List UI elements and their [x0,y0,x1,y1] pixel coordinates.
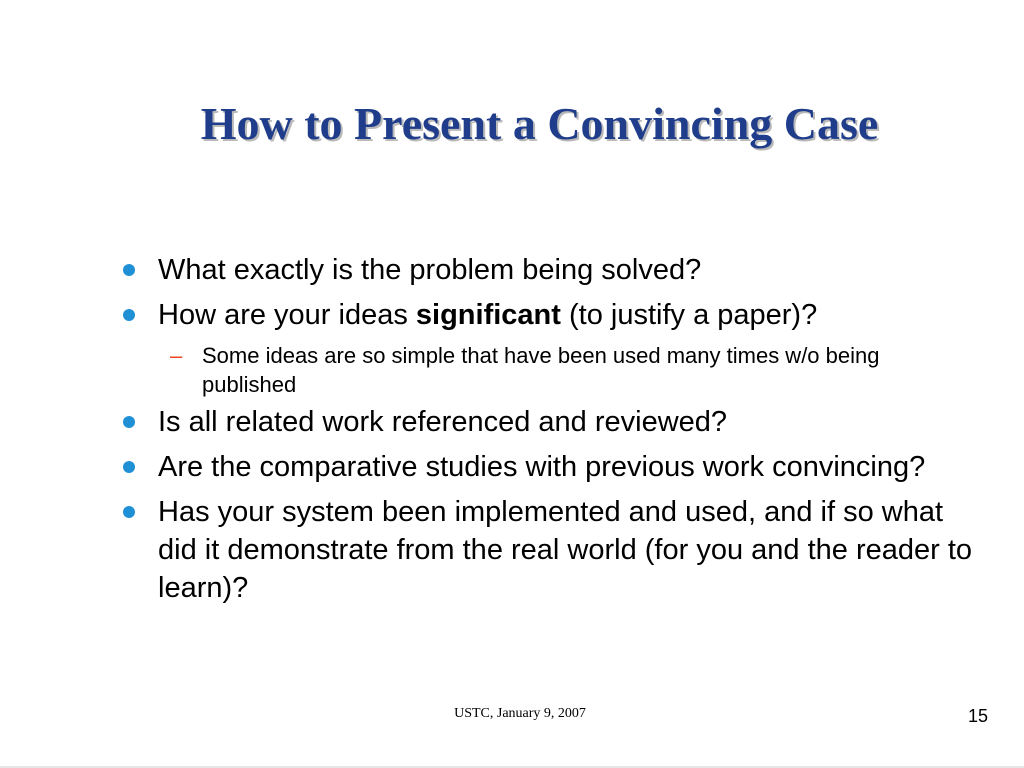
bullet-text-prefix: How are your ideas [158,299,416,331]
page-number: 15 [967,706,988,726]
bullet-dot-icon [123,309,135,321]
bullet-dot-icon [123,416,135,428]
bullet-item [118,448,968,486]
dash-bullet-icon: – [170,343,183,368]
slide-title: How to Present a Convincing Case [200,98,879,149]
bullet-list [118,251,978,614]
bullet-dot-icon [123,506,135,518]
sub-bullet-item [158,341,978,399]
bullet-dot-icon [123,264,135,276]
bullet-emphasis: significant [415,299,561,331]
bullet-text: Are the comparative studies with previous work convincing? [158,451,926,483]
bullet-item [118,403,978,441]
bullet-item [118,251,978,289]
bullet-dot-icon [123,461,135,473]
bullet-text: Is all related work referenced and reviewed? [158,406,728,438]
slide-footer: USTC, January 9, 2007 [454,706,586,721]
bullet-item [118,296,978,334]
bullet-item [118,493,978,607]
bullet-text-suffix: (to justify a paper)? [560,299,818,331]
bullet-text: Has your system been implemented and used, and if so what did it demonstrate from the real world (for you and the reader to learn)? [158,496,973,604]
sub-bullet-text: Some ideas are so simple that have been used many times w/o being published [202,343,880,397]
bullet-text: What exactly is the problem being solved? [158,254,702,286]
